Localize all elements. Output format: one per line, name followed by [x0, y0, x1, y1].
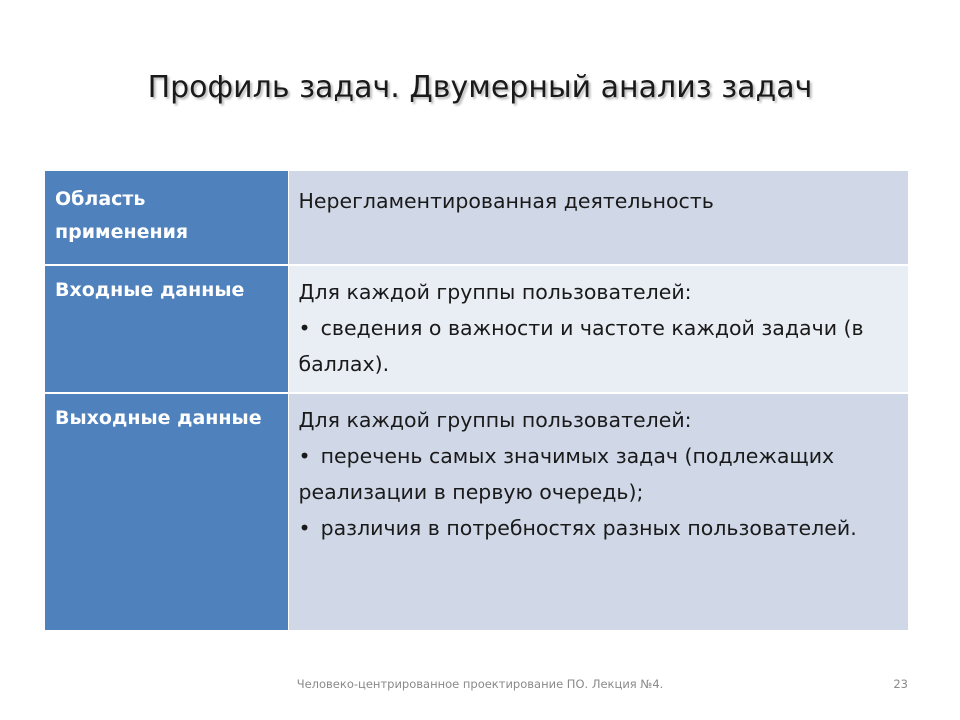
bullet-icon: • [298, 316, 311, 340]
list-item [299, 310, 898, 382]
list-item-text: перечень самых значимых задач (подлежащих реализации в первую очередь); [298, 444, 835, 504]
table-row [45, 265, 908, 393]
list-item-text: различия в потребностях разных пользователей. [320, 516, 857, 540]
row-body-output-data [288, 393, 908, 631]
bullet-icon: • [298, 516, 311, 540]
row-header-input-data: Входные данные [45, 265, 288, 393]
row-body-input-data [288, 265, 908, 393]
table-row [45, 171, 908, 265]
bullet-icon: • [298, 444, 311, 468]
row-header-output-data: Выходные данные [45, 393, 288, 631]
table-row [45, 393, 908, 631]
row-header-application-area: Область применения [45, 171, 288, 265]
list-item [299, 510, 898, 546]
body-intro: Для каждой группы пользователей: [298, 280, 692, 304]
list-item [299, 438, 898, 510]
task-profile-table [45, 171, 909, 632]
body-text: Нерегламентированная деятельность [298, 189, 714, 213]
list-item-text: сведения о важности и частоте каждой задачи (в баллах). [298, 316, 864, 376]
slide-title: Профиль задач. Двумерный анализ задач [147, 70, 813, 105]
row-body-application-area [288, 171, 908, 265]
slide-number: 23 [893, 677, 908, 691]
body-intro: Для каждой группы пользователей: [298, 408, 692, 432]
slide-footer: Человеко-центрированное проектирование ПО. Лекция №4. [296, 677, 664, 691]
